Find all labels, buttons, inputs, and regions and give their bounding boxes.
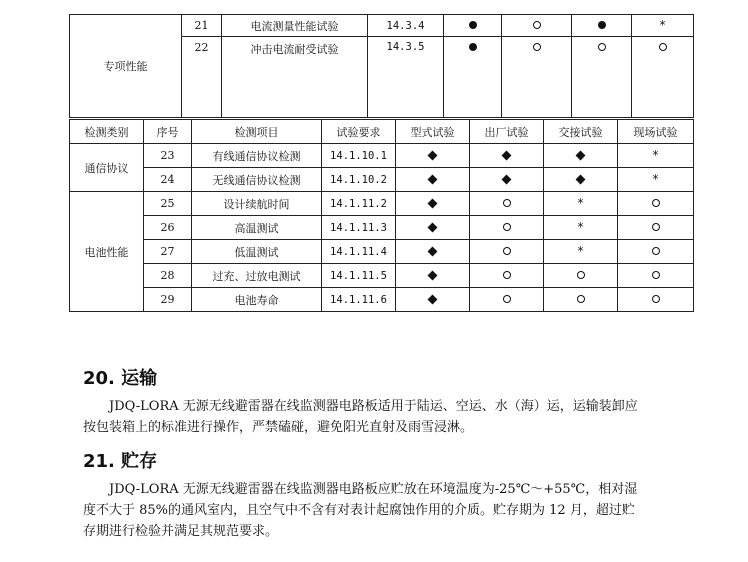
test-item: 无线通信协议检测 bbox=[192, 168, 322, 192]
mark-cell bbox=[470, 216, 544, 240]
mark-cell bbox=[502, 15, 572, 37]
test-requirement: 14.3.5 bbox=[368, 37, 444, 118]
table-row bbox=[70, 192, 694, 216]
open-circle-icon bbox=[503, 247, 511, 255]
table-header-row bbox=[70, 120, 694, 144]
mark-cell bbox=[544, 240, 618, 264]
open-circle-icon bbox=[652, 295, 660, 303]
storage-paragraph bbox=[83, 479, 643, 542]
row-number: 24 bbox=[144, 168, 192, 192]
row-number: 27 bbox=[144, 240, 192, 264]
mark-cell bbox=[572, 37, 632, 118]
mark-cell bbox=[470, 288, 544, 312]
column-header: 出厂试验 bbox=[470, 120, 544, 144]
column-header: 试验要求 bbox=[322, 120, 396, 144]
test-requirement: 14.1.10.1 bbox=[322, 144, 396, 168]
mark-cell bbox=[544, 216, 618, 240]
mark-cell bbox=[544, 192, 618, 216]
test-requirement: 14.1.11.6 bbox=[322, 288, 396, 312]
test-item: 设计续航时间 bbox=[192, 192, 322, 216]
category-cell: 专项性能 bbox=[70, 15, 182, 118]
open-circle-icon bbox=[503, 223, 511, 231]
test-requirement: 14.1.11.5 bbox=[322, 264, 396, 288]
test-requirement: 14.1.11.3 bbox=[322, 216, 396, 240]
test-requirement: 14.1.11.4 bbox=[322, 240, 396, 264]
row-number: 21 bbox=[182, 15, 222, 37]
filled-circle-icon bbox=[598, 21, 606, 29]
open-circle-icon bbox=[652, 223, 660, 231]
mark-cell bbox=[396, 264, 470, 288]
mark-cell bbox=[396, 240, 470, 264]
diamond-icon bbox=[428, 151, 438, 161]
paragraph-text: JDQ-LORA 无源无线避雷器在线监测器电路板应贮放在环境温度为-25℃～+55℃，相对湿度不大于 85%的通风室内，且空气中不含有对表计起腐蚀作用的介质。贮存期为 12 月，超过贮存期进行检验并满足其规范要求。 bbox=[83, 482, 638, 539]
test-requirement: 14.3.4 bbox=[368, 15, 444, 37]
diamond-icon bbox=[428, 199, 438, 209]
mark-cell bbox=[396, 168, 470, 192]
mark-cell bbox=[502, 37, 572, 118]
diamond-icon bbox=[428, 295, 438, 305]
test-item: 电池寿命 bbox=[192, 288, 322, 312]
test-item: 低温测试 bbox=[192, 240, 322, 264]
test-item: 电流测量性能试验 bbox=[222, 15, 368, 37]
mark-cell bbox=[632, 37, 694, 118]
table-row bbox=[70, 288, 694, 312]
row-number: 25 bbox=[144, 192, 192, 216]
asterisk-icon: * bbox=[652, 148, 659, 162]
table-row bbox=[70, 264, 694, 288]
mark-cell bbox=[544, 288, 618, 312]
column-header: 检测类别 bbox=[70, 120, 144, 144]
asterisk-icon: * bbox=[577, 244, 584, 258]
open-circle-icon bbox=[503, 295, 511, 303]
column-header: 检测项目 bbox=[192, 120, 322, 144]
diamond-icon bbox=[576, 151, 586, 161]
diamond-icon bbox=[502, 175, 512, 185]
open-circle-icon bbox=[577, 271, 585, 279]
mark-cell bbox=[470, 192, 544, 216]
column-header: 型式试验 bbox=[396, 120, 470, 144]
mark-cell bbox=[632, 15, 694, 37]
mark-cell bbox=[618, 168, 694, 192]
section-heading-transport: 20. 运输 bbox=[83, 368, 158, 389]
mark-cell bbox=[396, 216, 470, 240]
asterisk-icon: * bbox=[659, 18, 666, 32]
mark-cell bbox=[618, 144, 694, 168]
open-circle-icon bbox=[503, 271, 511, 279]
mark-cell bbox=[544, 144, 618, 168]
mark-cell bbox=[444, 15, 502, 37]
open-circle-icon bbox=[659, 43, 667, 51]
table-row bbox=[70, 240, 694, 264]
open-circle-icon bbox=[577, 295, 585, 303]
test-item: 高温测试 bbox=[192, 216, 322, 240]
row-number: 29 bbox=[144, 288, 192, 312]
open-circle-icon bbox=[652, 247, 660, 255]
mark-cell bbox=[618, 288, 694, 312]
diamond-icon bbox=[576, 175, 586, 185]
diamond-icon bbox=[428, 175, 438, 185]
asterisk-icon: * bbox=[577, 196, 584, 210]
filled-circle-icon bbox=[469, 21, 477, 29]
diamond-icon bbox=[428, 271, 438, 281]
mark-cell bbox=[396, 192, 470, 216]
asterisk-icon: * bbox=[652, 172, 659, 186]
mark-cell bbox=[572, 15, 632, 37]
mark-cell bbox=[396, 288, 470, 312]
mark-cell bbox=[470, 240, 544, 264]
open-circle-icon bbox=[652, 271, 660, 279]
row-number: 22 bbox=[182, 37, 222, 118]
mark-cell bbox=[396, 144, 470, 168]
paragraph-text: JDQ-LORA 无源无线避雷器在线监测器电路板适用于陆运、空运、水（海）运，运输装卸应按包装箱上的标准进行操作，严禁磕碰，避免阳光直射及雨雪浸淋。 bbox=[83, 399, 638, 435]
column-header: 现场试验 bbox=[618, 120, 694, 144]
row-number: 28 bbox=[144, 264, 192, 288]
filled-circle-icon bbox=[469, 43, 477, 51]
mark-cell bbox=[618, 240, 694, 264]
open-circle-icon bbox=[652, 199, 660, 207]
open-circle-icon bbox=[598, 43, 606, 51]
asterisk-icon: * bbox=[577, 220, 584, 234]
test-item: 有线通信协议检测 bbox=[192, 144, 322, 168]
mark-cell bbox=[470, 264, 544, 288]
table-row bbox=[70, 15, 694, 37]
open-circle-icon bbox=[533, 43, 541, 51]
column-header: 交接试验 bbox=[544, 120, 618, 144]
transport-paragraph bbox=[83, 396, 643, 438]
table-row bbox=[70, 144, 694, 168]
column-header: 序号 bbox=[144, 120, 192, 144]
row-number: 23 bbox=[144, 144, 192, 168]
open-circle-icon bbox=[533, 21, 541, 29]
row-number: 26 bbox=[144, 216, 192, 240]
section-heading-storage: 21. 贮存 bbox=[83, 451, 158, 472]
special-performance-table bbox=[69, 14, 694, 118]
category-cell: 电池性能 bbox=[70, 192, 144, 312]
mark-cell bbox=[618, 216, 694, 240]
mark-cell bbox=[444, 37, 502, 118]
test-item: 过充、过放电测试 bbox=[192, 264, 322, 288]
diamond-icon bbox=[502, 151, 512, 161]
mark-cell bbox=[618, 264, 694, 288]
test-requirement: 14.1.11.2 bbox=[322, 192, 396, 216]
test-items-table bbox=[69, 119, 694, 312]
diamond-icon bbox=[428, 247, 438, 257]
open-circle-icon bbox=[503, 199, 511, 207]
test-requirement: 14.1.10.2 bbox=[322, 168, 396, 192]
diamond-icon bbox=[428, 223, 438, 233]
mark-cell bbox=[544, 168, 618, 192]
mark-cell bbox=[544, 264, 618, 288]
table-row bbox=[70, 168, 694, 192]
mark-cell bbox=[470, 168, 544, 192]
test-item: 冲击电流耐受试验 bbox=[222, 37, 368, 118]
category-cell: 通信协议 bbox=[70, 144, 144, 192]
mark-cell bbox=[618, 192, 694, 216]
table-row bbox=[70, 216, 694, 240]
mark-cell bbox=[470, 144, 544, 168]
